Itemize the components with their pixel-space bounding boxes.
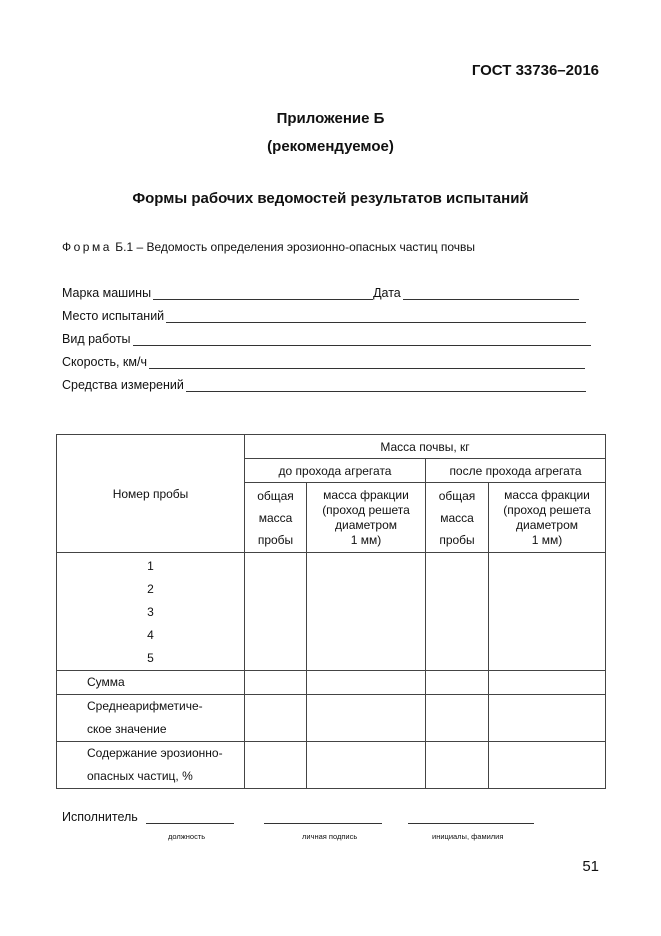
header-text: масса	[258, 510, 293, 525]
header-text: масса	[440, 510, 474, 525]
sample-number: 1	[147, 559, 154, 573]
table-cell[interactable]	[489, 695, 606, 742]
form-title	[62, 240, 475, 254]
header-soil-mass: Масса почвы, кг	[245, 435, 606, 459]
results-table	[56, 434, 606, 789]
field-speed-label: Скорость, км/ч	[62, 355, 147, 369]
table-cell[interactable]	[426, 671, 489, 695]
field-place	[62, 309, 586, 323]
header-text: пробы	[257, 532, 294, 547]
header-text: масса фракции	[323, 487, 409, 502]
header-text: диаметром	[516, 517, 579, 532]
appendix-title: Приложение Б	[276, 110, 385, 127]
row-label-text: Среднеарифметиче-	[87, 699, 203, 713]
appendix-subtitle: (рекомендуемое)	[267, 138, 394, 155]
header-total-mass-after	[426, 483, 489, 553]
header-before: до прохода агрегата	[245, 459, 426, 483]
header-text: (проход решета	[503, 502, 591, 517]
table-cell[interactable]	[489, 553, 606, 671]
position-line[interactable]	[146, 811, 234, 824]
form-label: Форма	[62, 240, 112, 254]
header-text: 1 мм)	[350, 532, 382, 547]
table-row-samples	[57, 553, 606, 671]
table-cell[interactable]	[426, 553, 489, 671]
row-label-text: ское значение	[87, 722, 167, 736]
table-cell[interactable]	[489, 671, 606, 695]
header-text: масса фракции	[504, 487, 590, 502]
field-place-line[interactable]	[166, 310, 586, 323]
row-label-text: Содержание эрозионно-	[87, 746, 223, 760]
header-text: 1 мм)	[531, 532, 563, 547]
row-label-text: опасных частиц, %	[87, 769, 193, 783]
sample-number: 4	[147, 628, 154, 642]
row-label-mean	[57, 695, 245, 742]
standard-number: ГОСТ 33736–2016	[471, 62, 599, 79]
table-row-content	[57, 742, 606, 789]
table-header-row-1	[57, 435, 606, 459]
header-text: общая	[257, 488, 294, 503]
field-place-label: Место испытаний	[62, 309, 165, 323]
header-text: диаметром	[335, 517, 397, 532]
field-speed	[62, 355, 585, 369]
header-text: (проход решета	[322, 502, 410, 517]
field-machine-line[interactable]	[153, 287, 373, 300]
field-date-label: Дата	[373, 286, 401, 300]
field-machine	[62, 286, 579, 300]
sample-numbers	[57, 553, 245, 671]
initials-line[interactable]	[408, 811, 534, 824]
table-cell[interactable]	[307, 553, 426, 671]
appendix-heading: Формы рабочих ведомостей результатов испытаний	[132, 190, 529, 207]
field-speed-line[interactable]	[149, 356, 585, 369]
row-label-sum: Сумма	[57, 671, 245, 695]
field-machine-label: Марка машины	[62, 286, 152, 300]
field-instruments-line[interactable]	[186, 379, 586, 392]
page-number: 51	[582, 858, 599, 875]
header-text: общая	[438, 488, 476, 503]
table-row-sum	[57, 671, 606, 695]
sample-number: 2	[147, 582, 154, 596]
field-work-line[interactable]	[133, 333, 591, 346]
performer-label: Исполнитель	[62, 810, 138, 824]
table-cell[interactable]	[307, 742, 426, 789]
table-cell[interactable]	[426, 742, 489, 789]
header-sample-number: Номер пробы	[57, 435, 245, 553]
header-total-mass-before	[245, 483, 307, 553]
row-label-content	[57, 742, 245, 789]
table-cell[interactable]	[245, 742, 307, 789]
signature-line[interactable]	[264, 811, 382, 824]
table-cell[interactable]	[245, 553, 307, 671]
field-instruments	[62, 378, 586, 392]
position-caption: должность	[168, 832, 206, 841]
table-cell[interactable]	[307, 671, 426, 695]
table-cell[interactable]	[489, 742, 606, 789]
header-fraction-mass-before	[307, 483, 426, 553]
table-row-mean	[57, 695, 606, 742]
field-instruments-label: Средства измерений	[62, 378, 184, 392]
form-name: Б.1 – Ведомость определения эрозионно-опасных частиц почвы	[111, 240, 475, 254]
table-cell[interactable]	[426, 695, 489, 742]
header-text: пробы	[439, 532, 475, 547]
table-cell[interactable]	[245, 695, 307, 742]
sample-number: 5	[147, 651, 154, 665]
signature-caption: личная подпись	[302, 832, 358, 841]
signature-block	[62, 810, 534, 824]
field-date-line[interactable]	[403, 287, 579, 300]
table-cell[interactable]	[307, 695, 426, 742]
initials-caption: инициалы, фамилия	[432, 832, 504, 841]
table-cell[interactable]	[245, 671, 307, 695]
field-work	[62, 332, 591, 346]
header-fraction-mass-after	[489, 483, 606, 553]
header-after: после прохода агрегата	[426, 459, 606, 483]
sample-number: 3	[147, 605, 154, 619]
field-work-label: Вид работы	[62, 332, 131, 346]
